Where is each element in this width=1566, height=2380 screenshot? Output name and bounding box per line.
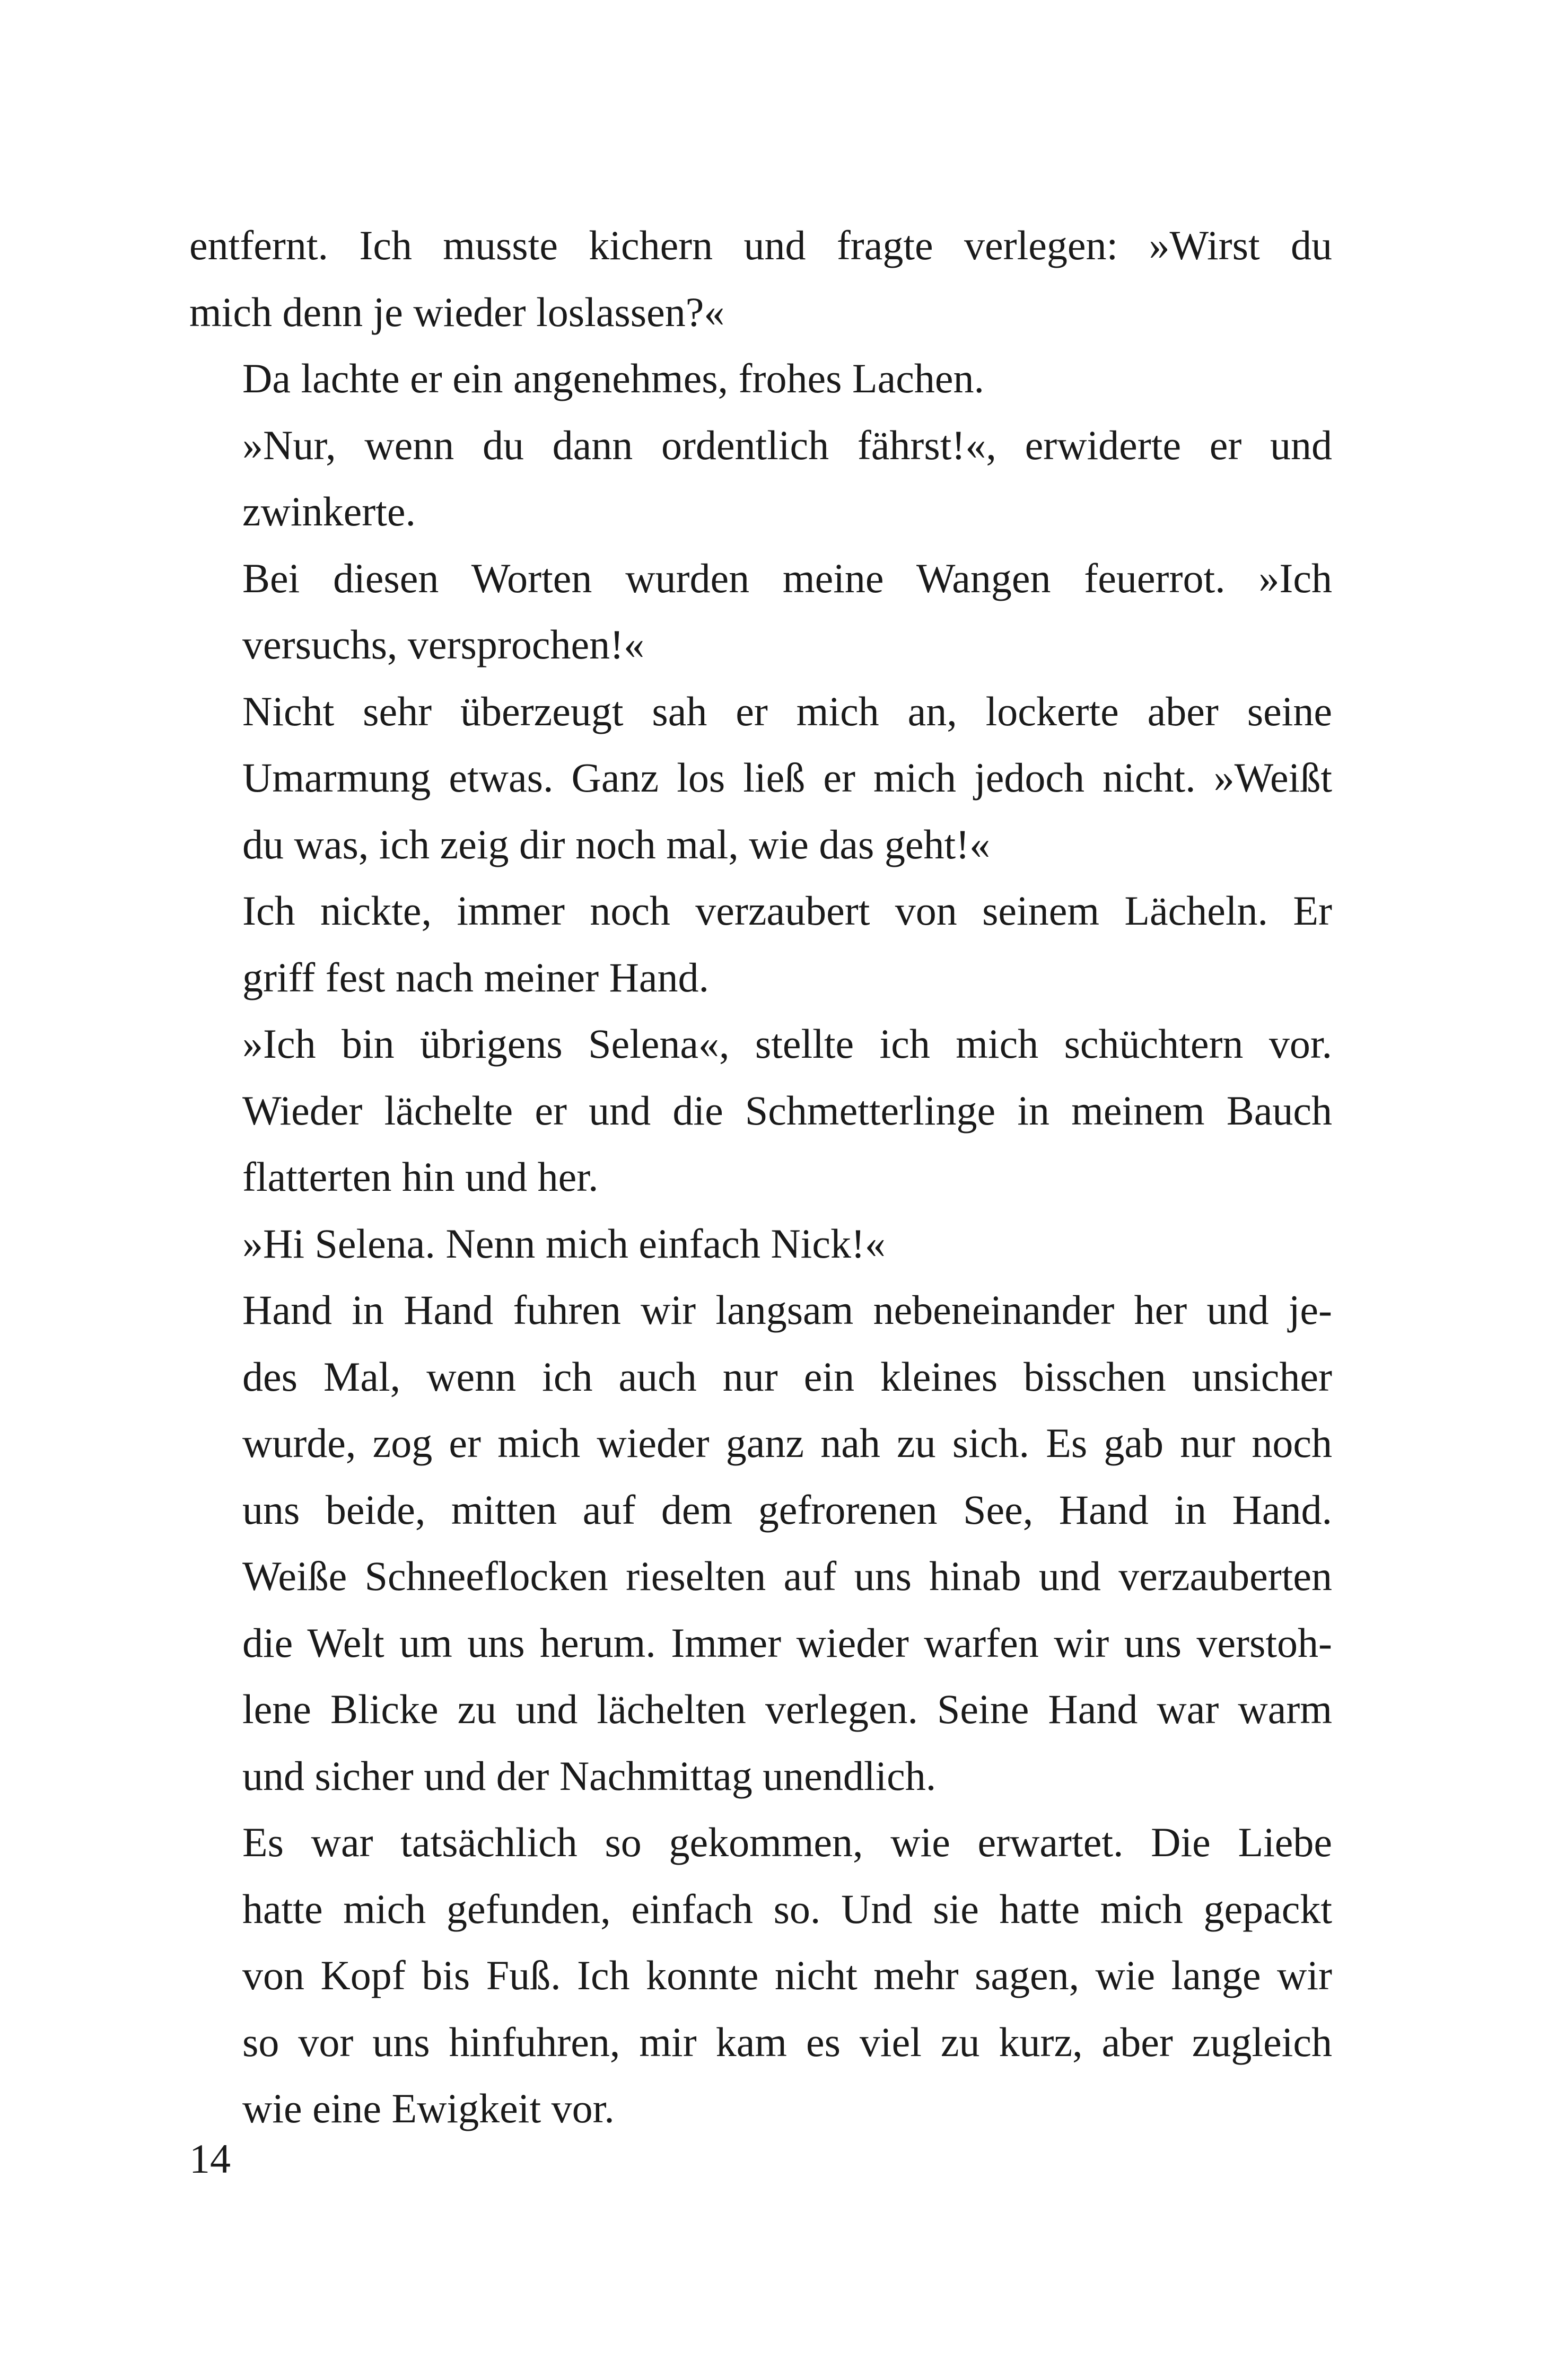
text-line: hatte mich gefunden, einfach so. Und sie hatte mich gepackt: [242, 1885, 1332, 1932]
paragraph: [189, 1011, 1332, 1210]
body-text: [189, 212, 1332, 2142]
text-line: wurde, zog er mich wieder ganz nah zu sich. Es gab nur noch: [242, 1420, 1332, 1466]
paragraph: [189, 412, 1332, 545]
text-line: »Ich bin übrigens Selena«, stellte ich mich schüchtern vor.: [242, 1021, 1332, 1067]
paragraph: [189, 1809, 1332, 2142]
text-line: versuchs, versprochen!«: [242, 621, 645, 668]
text-line: flatterten hin und her.: [242, 1154, 599, 1200]
paragraph: [189, 1277, 1332, 1809]
text-line: so vor uns hinfuhren, mir kam es viel zu kurz, aber zugleich: [242, 2018, 1332, 2065]
text-line: uns beide, mitten auf dem gefrorenen See, Hand in Hand.: [242, 1486, 1332, 1533]
text-line: die Welt um uns herum. Immer wieder warfen wir uns verstoh-: [242, 1619, 1332, 1666]
paragraph: [189, 678, 1332, 878]
paragraph: [189, 345, 1332, 412]
text-line: du was, ich zeig dir noch mal, wie das geht!«: [242, 821, 991, 867]
text-line: Es war tatsächlich so gekommen, wie erwartet. Die Liebe: [242, 1819, 1332, 1865]
text-line: Nicht sehr überzeugt sah er mich an, lockerte aber seine: [242, 688, 1332, 734]
text-line: Wieder lächelte er und die Schmetterlinge in meinem Bauch: [242, 1087, 1332, 1134]
text-line: griff fest nach meiner Hand.: [242, 954, 710, 1000]
text-line: entfernt. Ich musste kichern und fragte verlegen: »Wirst du: [189, 222, 1332, 268]
text-line: »Nur, wenn du dann ordentlich fährst!«, erwiderte er und: [242, 421, 1332, 468]
text-line: lene Blicke zu und lächelten verlegen. Seine Hand war warm: [242, 1686, 1332, 1732]
text-line: Da lachte er ein angenehmes, frohes Lachen.: [242, 355, 984, 401]
text-line: des Mal, wenn ich auch nur ein kleines bisschen unsicher: [242, 1353, 1332, 1400]
paragraph: [189, 877, 1332, 1011]
page-number: 14: [189, 2136, 231, 2182]
text-line: »Hi Selena. Nenn mich einfach Nick!«: [242, 1220, 886, 1267]
text-line: wie eine Ewigkeit vor.: [242, 2085, 615, 2131]
text-line: Weiße Schneeflocken rieselten auf uns hinab und verzauberten: [242, 1553, 1332, 1599]
paragraph: [189, 545, 1332, 678]
text-line: Umarmung etwas. Ganz los ließ er mich jedoch nicht. »Weißt: [242, 754, 1332, 801]
text-line: und sicher und der Nachmittag unendlich.: [242, 1752, 937, 1799]
text-line: von Kopf bis Fuß. Ich konnte nicht mehr sagen, wie lange wir: [242, 1952, 1332, 1998]
text-line: zwinkerte.: [242, 488, 416, 534]
paragraph: [189, 1210, 1332, 1277]
paragraph: [189, 212, 1332, 345]
text-line: mich denn je wieder loslassen?«: [189, 288, 725, 335]
text-line: Ich nickte, immer noch verzaubert von seinem Lächeln. Er: [242, 888, 1332, 934]
text-line: Bei diesen Worten wurden meine Wangen feuerrot. »Ich: [242, 555, 1332, 601]
text-line: Hand in Hand fuhren wir langsam nebeneinander her und je-: [242, 1287, 1332, 1333]
